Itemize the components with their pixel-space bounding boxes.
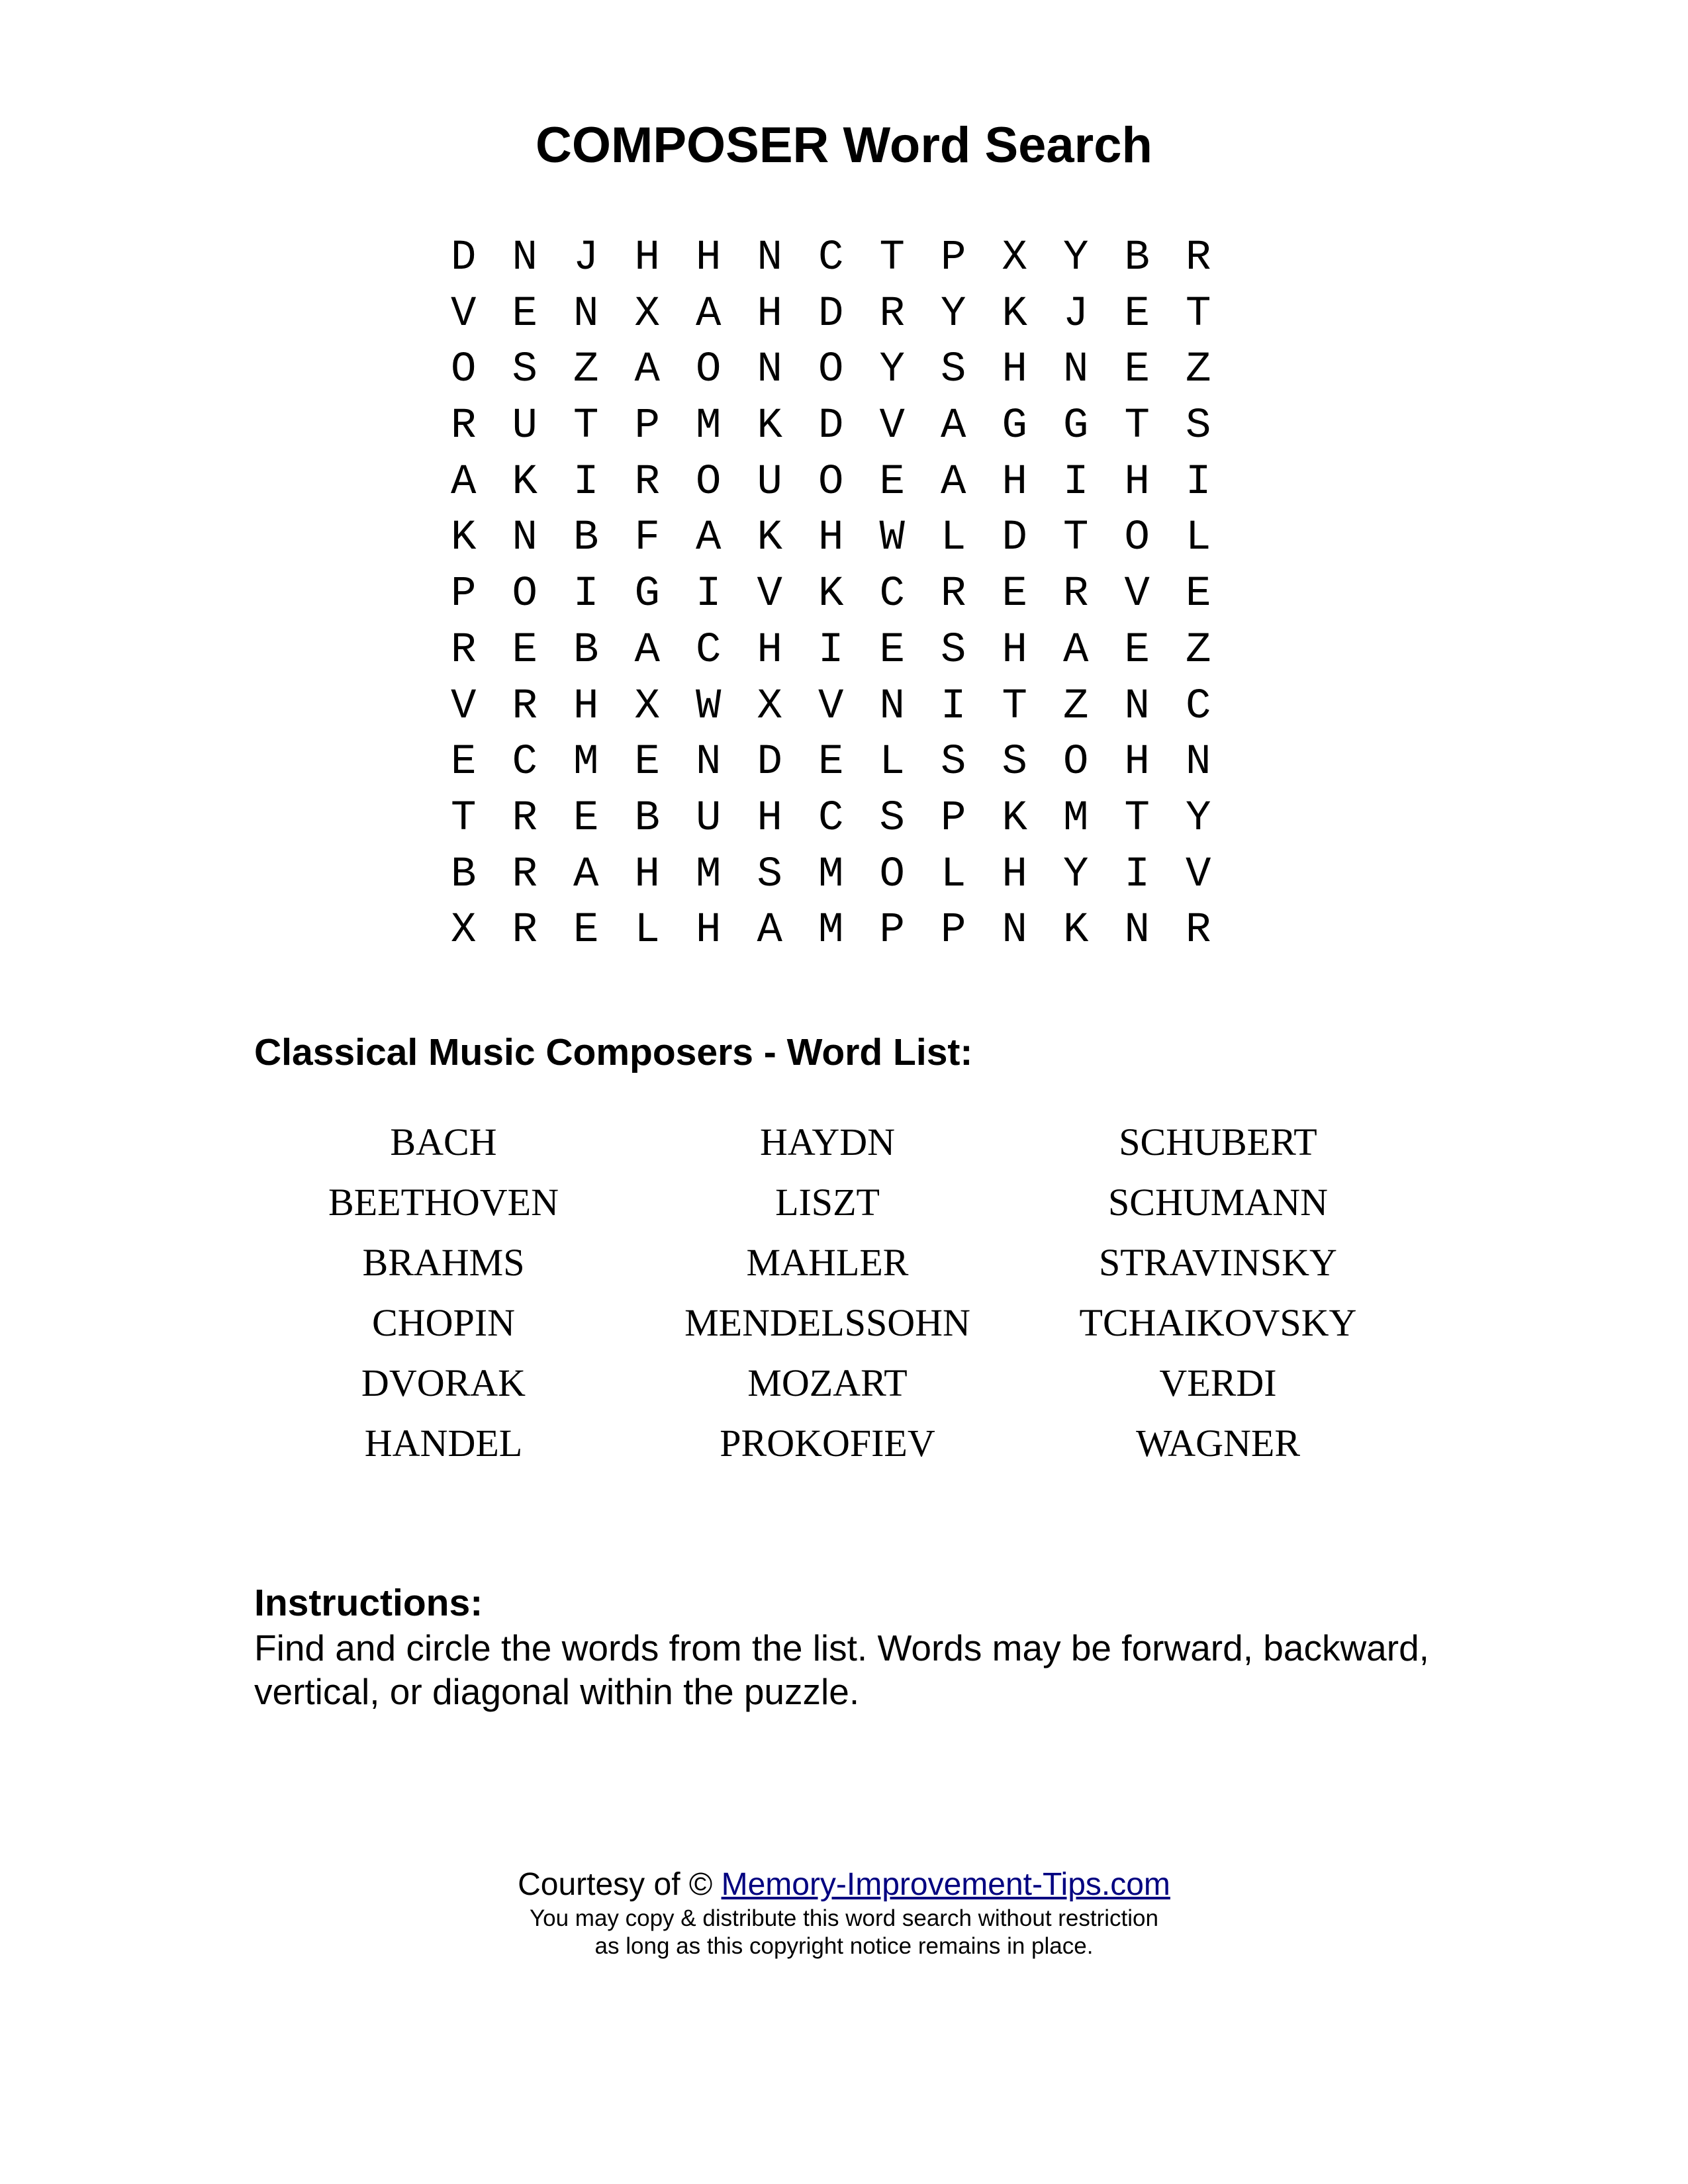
grid-letter: E	[573, 794, 599, 842]
copyright-notice-line-1: You may copy & distribute this word search without restriction	[530, 1905, 1158, 1931]
grid-letter: D	[451, 234, 477, 282]
grid-letter: O	[512, 570, 538, 619]
grid-letter: H	[573, 682, 599, 731]
grid-letter: R	[634, 458, 660, 506]
grid-letter: M	[696, 402, 722, 451]
grid-letter: V	[818, 682, 844, 731]
grid-row	[451, 623, 1247, 679]
grid-letter: A	[941, 458, 966, 506]
grid-letter: O	[818, 458, 844, 506]
grid-letter: Y	[1063, 850, 1089, 899]
grid-letter: H	[1002, 850, 1027, 899]
word-list-item: TCHAIKOVSKY	[1079, 1301, 1357, 1344]
grid-letter: Y	[941, 290, 966, 338]
grid-letter: I	[1186, 458, 1211, 506]
footer	[0, 1865, 1688, 1960]
courtesy-prefix: Courtesy of ©	[518, 1867, 722, 1902]
grid-letter: Z	[1186, 626, 1211, 674]
grid-letter: N	[757, 346, 782, 394]
grid-letter: C	[818, 794, 844, 842]
grid-letter: E	[879, 458, 905, 506]
grid-letter: O	[451, 346, 477, 394]
grid-letter: K	[818, 570, 844, 619]
grid-letter: O	[1124, 514, 1150, 563]
grid-letter: H	[757, 794, 782, 842]
grid-letter: K	[1002, 794, 1027, 842]
grid-letter: S	[1002, 739, 1027, 787]
grid-row	[451, 679, 1247, 735]
word-list-item: HAYDN	[759, 1120, 896, 1163]
grid-letter: E	[1002, 570, 1027, 619]
grid-letter: R	[512, 682, 538, 731]
grid-letter: U	[757, 458, 782, 506]
grid-letter: M	[818, 850, 844, 899]
grid-letter: R	[451, 626, 477, 674]
grid-letter: N	[573, 290, 599, 338]
word-list-item: STRAVINSKY	[1099, 1241, 1337, 1284]
word-list-item: MOZART	[747, 1361, 908, 1404]
grid-letter: C	[512, 739, 538, 787]
grid-row	[451, 230, 1247, 287]
grid-letter: T	[451, 794, 477, 842]
grid-letter: O	[1063, 739, 1089, 787]
word-list-item: MENDELSSOHN	[684, 1301, 970, 1344]
grid-letter: A	[757, 907, 782, 955]
grid-letter: E	[1124, 626, 1150, 674]
grid-letter: U	[696, 794, 722, 842]
instructions-heading: Instructions:	[254, 1582, 483, 1624]
grid-letter: E	[879, 626, 905, 674]
grid-letter: H	[696, 907, 722, 955]
grid-letter: K	[1002, 290, 1027, 338]
grid-letter: T	[573, 402, 599, 451]
grid-letter: C	[879, 570, 905, 619]
grid-letter: S	[879, 794, 905, 842]
grid-letter: H	[1002, 458, 1027, 506]
grid-letter: P	[879, 907, 905, 955]
grid-letter: H	[634, 234, 660, 282]
grid-letter: T	[1124, 402, 1150, 451]
grid-letter: O	[696, 458, 722, 506]
grid-letter: B	[451, 850, 477, 899]
grid-letter: X	[451, 907, 477, 955]
grid-letter: D	[818, 290, 844, 338]
grid-letter: H	[1124, 739, 1150, 787]
grid-letter: I	[1063, 458, 1089, 506]
grid-letter: X	[634, 290, 660, 338]
grid-row	[451, 847, 1247, 903]
grid-letter: A	[573, 850, 599, 899]
grid-letter: U	[512, 402, 538, 451]
word-list-item: SCHUMANN	[1108, 1181, 1328, 1224]
grid-letter: R	[879, 290, 905, 338]
grid-letter: G	[1063, 402, 1089, 451]
grid-letter: T	[1002, 682, 1027, 731]
grid-letter: K	[757, 402, 782, 451]
grid-letter: T	[1063, 514, 1089, 563]
grid-letter: Y	[879, 346, 905, 394]
grid-letter: L	[879, 739, 905, 787]
word-list-item: VERDI	[1159, 1361, 1277, 1404]
grid-letter: L	[941, 514, 966, 563]
grid-letter: I	[696, 570, 722, 619]
grid-letter: J	[573, 234, 599, 282]
grid-letter: E	[451, 739, 477, 787]
word-list-item: DVORAK	[361, 1361, 526, 1404]
grid-letter: H	[818, 514, 844, 563]
grid-letter: V	[1186, 850, 1211, 899]
grid-row	[451, 287, 1247, 343]
grid-letter: H	[1002, 626, 1027, 674]
grid-letter: D	[818, 402, 844, 451]
word-list-item: CHOPIN	[372, 1301, 515, 1344]
grid-letter: R	[1063, 570, 1089, 619]
grid-letter: K	[512, 458, 538, 506]
grid-letter: S	[941, 739, 966, 787]
grid-letter: E	[1124, 290, 1150, 338]
grid-letter: Y	[1063, 234, 1089, 282]
grid-letter: R	[512, 907, 538, 955]
grid-letter: L	[634, 907, 660, 955]
grid-letter: E	[1186, 570, 1211, 619]
word-list-item: MAHLER	[746, 1241, 909, 1284]
grid-letter: A	[451, 458, 477, 506]
grid-letter: D	[1002, 514, 1027, 563]
word-list-item: BRAHMS	[362, 1241, 525, 1284]
grid-letter: W	[879, 514, 905, 563]
grid-letter: A	[696, 514, 722, 563]
grid-letter: Z	[1063, 682, 1089, 731]
grid-row	[451, 455, 1247, 511]
grid-row	[451, 791, 1247, 847]
grid-letter: M	[573, 739, 599, 787]
grid-letter: T	[879, 234, 905, 282]
grid-letter: I	[818, 626, 844, 674]
grid-letter: H	[757, 290, 782, 338]
grid-letter: E	[818, 739, 844, 787]
grid-letter: S	[941, 626, 966, 674]
grid-letter: A	[1063, 626, 1089, 674]
grid-row	[451, 735, 1247, 791]
grid-letter: A	[696, 290, 722, 338]
word-list-item: HANDEL	[364, 1422, 523, 1465]
grid-letter: C	[1186, 682, 1211, 731]
grid-letter: V	[879, 402, 905, 451]
grid-letter: H	[696, 234, 722, 282]
grid-letter: F	[634, 514, 660, 563]
grid-letter: B	[1124, 234, 1150, 282]
grid-letter: H	[757, 626, 782, 674]
copyright-notice-line-2: as long as this copyright notice remains in place.	[594, 1933, 1094, 1959]
instructions-text: Find and circle the words from the list. Words may be forward, backward, vertical, or diagonal within the puzzle.	[254, 1627, 1429, 1712]
grid-letter: Y	[1186, 794, 1211, 842]
grid-letter: N	[1124, 907, 1150, 955]
grid-letter: N	[879, 682, 905, 731]
grid-letter: P	[451, 570, 477, 619]
grid-letter: N	[512, 234, 538, 282]
grid-letter: M	[818, 907, 844, 955]
grid-letter: J	[1063, 290, 1089, 338]
grid-letter: N	[1063, 346, 1089, 394]
word-list-item: WAGNER	[1135, 1422, 1301, 1465]
word-list-item: PROKOFIEV	[720, 1422, 935, 1465]
word-list-heading: Classical Music Composers - Word List:	[254, 1031, 973, 1073]
grid-letter: B	[573, 514, 599, 563]
grid-letter: C	[696, 626, 722, 674]
grid-row	[451, 342, 1247, 398]
grid-letter: M	[1063, 794, 1089, 842]
grid-letter: A	[941, 402, 966, 451]
grid-letter: S	[1186, 402, 1211, 451]
grid-letter: E	[512, 290, 538, 338]
grid-letter: O	[818, 346, 844, 394]
grid-letter: S	[512, 346, 538, 394]
grid-letter: H	[1124, 458, 1150, 506]
grid-letter: S	[941, 346, 966, 394]
grid-letter: E	[512, 626, 538, 674]
grid-letter: B	[573, 626, 599, 674]
grid-letter: P	[941, 907, 966, 955]
grid-letter: A	[634, 626, 660, 674]
grid-letter: C	[818, 234, 844, 282]
grid-row	[451, 567, 1247, 623]
grid-letter: R	[512, 850, 538, 899]
grid-letter: N	[696, 739, 722, 787]
grid-letter: W	[696, 682, 722, 731]
grid-letter: N	[512, 514, 538, 563]
grid-letter: Z	[1186, 346, 1211, 394]
grid-letter: O	[696, 346, 722, 394]
grid-letter: R	[1186, 234, 1211, 282]
grid-letter: X	[757, 682, 782, 731]
grid-letter: N	[1002, 907, 1027, 955]
grid-letter: K	[451, 514, 477, 563]
grid-letter: I	[941, 682, 966, 731]
grid-letter: I	[573, 458, 599, 506]
courtesy-line	[0, 1865, 1688, 1905]
grid-letter: L	[941, 850, 966, 899]
grid-letter: N	[1186, 739, 1211, 787]
grid-letter: K	[1063, 907, 1089, 955]
grid-letter: N	[1124, 682, 1150, 731]
grid-letter: M	[696, 850, 722, 899]
grid-letter: I	[573, 570, 599, 619]
grid-letter: R	[1186, 907, 1211, 955]
grid-letter: G	[1002, 402, 1027, 451]
word-list-item: SCHUBERT	[1119, 1120, 1317, 1163]
website-link[interactable]: Memory-Improvement-Tips.com	[721, 1867, 1170, 1902]
grid-letter: T	[1186, 290, 1211, 338]
grid-letter: P	[941, 794, 966, 842]
grid-letter: V	[451, 290, 477, 338]
grid-letter: E	[573, 907, 599, 955]
grid-letter: E	[634, 739, 660, 787]
grid-letter: G	[634, 570, 660, 619]
grid-letter: D	[757, 739, 782, 787]
grid-letter: L	[1186, 514, 1211, 563]
grid-letter: X	[634, 682, 660, 731]
letter-grid	[451, 230, 1247, 959]
grid-row	[451, 398, 1247, 455]
grid-letter: K	[757, 514, 782, 563]
grid-letter: Z	[573, 346, 599, 394]
grid-letter: B	[634, 794, 660, 842]
grid-letter: P	[634, 402, 660, 451]
grid-row	[451, 903, 1247, 959]
grid-letter: A	[634, 346, 660, 394]
word-list-item: LISZT	[775, 1181, 880, 1224]
grid-letter: R	[512, 794, 538, 842]
grid-letter: R	[941, 570, 966, 619]
grid-letter: H	[634, 850, 660, 899]
grid-letter: R	[451, 402, 477, 451]
grid-letter: S	[757, 850, 782, 899]
grid-letter: P	[941, 234, 966, 282]
grid-letter: V	[757, 570, 782, 619]
grid-letter: T	[1124, 794, 1150, 842]
grid-letter: O	[879, 850, 905, 899]
grid-letter: H	[1002, 346, 1027, 394]
page-title: COMPOSER Word Search	[536, 117, 1152, 173]
grid-letter: I	[1124, 850, 1150, 899]
grid-letter: E	[1124, 346, 1150, 394]
grid-row	[451, 510, 1247, 567]
grid-letter: N	[757, 234, 782, 282]
word-list-item: BEETHOVEN	[328, 1181, 559, 1224]
word-list-item: BACH	[390, 1120, 497, 1163]
grid-letter: V	[1124, 570, 1150, 619]
grid-letter: V	[451, 682, 477, 731]
grid-letter: X	[1002, 234, 1027, 282]
